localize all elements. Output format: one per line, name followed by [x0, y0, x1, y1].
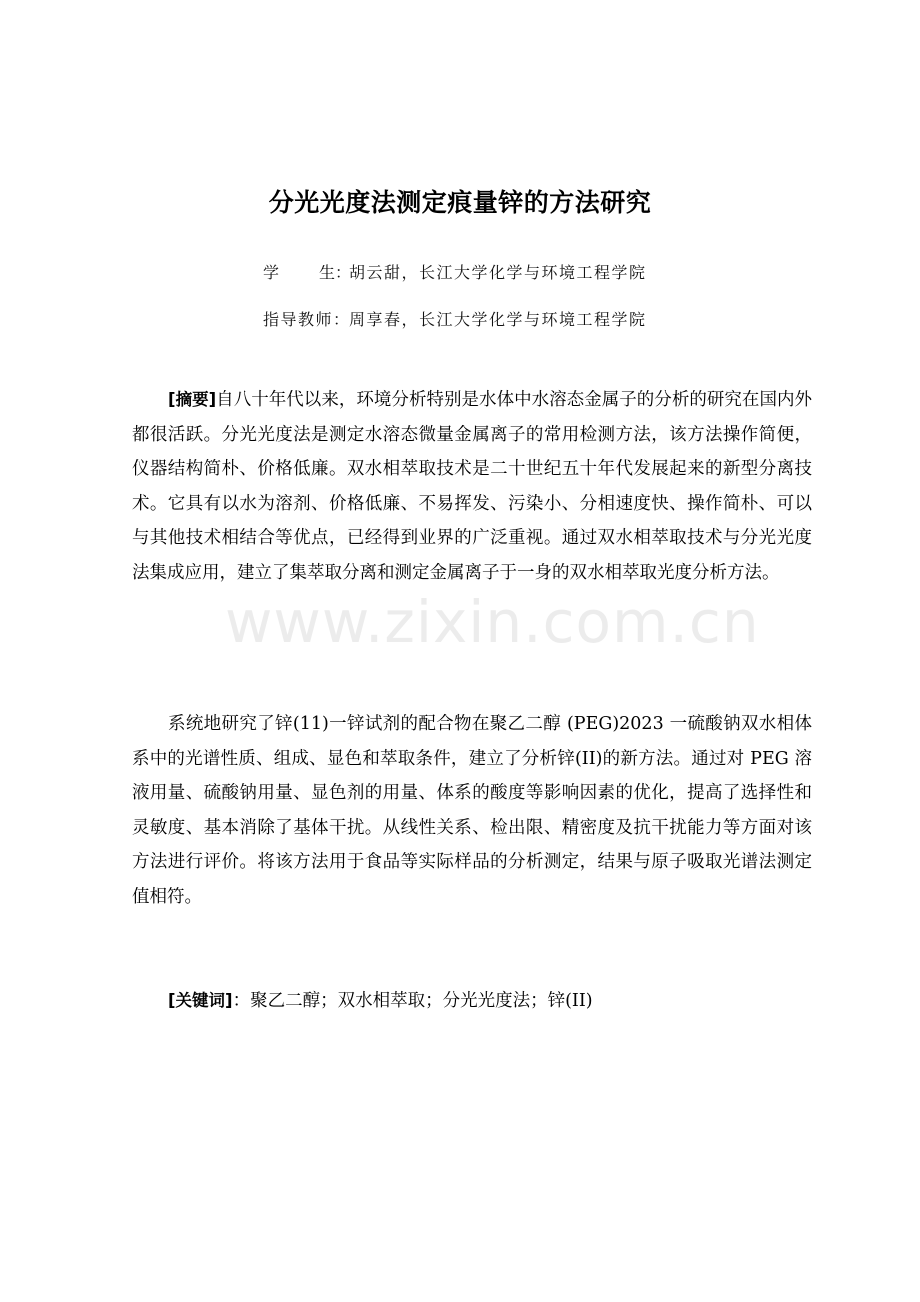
- advisor-label: 指导教师：: [263, 310, 351, 329]
- body-paragraph: 系统地研究了锌(11)一锌试剂的配合物在聚乙二醇 (PEG)2023 一硫酸钠双水相体系中的光谱性质、组成、显色和萃取条件，建立了分析锌(II)的新方法。通过对 PEG 溶液用量、硫酸钠用量、显色剂的用量、体系的酸度等影响因素的优化，提高了选择性和灵敏度、基本消除了基体干扰。从线性关系、检出限、精密度及抗干扰能力等方面对该方法进行评价。将该方法用于食品等实际样品的分析测定，结果与原子吸取光谱法测定值相符。: [132, 714, 812, 907]
- advisor-line: [263, 309, 647, 331]
- keywords-separator: ：: [232, 991, 251, 1011]
- keywords-label: [关键词]: [168, 991, 233, 1010]
- student-label: 学 生：: [263, 263, 352, 282]
- abstract-text: 自八十年代以来，环境分析特别是水体中水溶态金属子的分析的研究在国内外都很活跃。分光光度法是测定水溶态微量金属离子的常用检测方法，该方法操作简便，仪器结构简朴、价格低廉。双水相萃取技术是二十世纪五十年代发展起来的新型分离技术。它具有以水为溶剂、价格低廉、不易挥发、污染小、分相速度快、操作简朴、可以与其他技术相结合等优点，已经得到业界的广泛重视。通过双水相萃取技术与分光光度法集成应用，建立了集萃取分离和测定金属离子于一身的双水相萃取光度分析方法。: [132, 390, 812, 583]
- keywords-line: [168, 986, 593, 1016]
- document-title: 分光光度法测定痕量锌的方法研究: [268, 188, 652, 217]
- watermark: www.zixin.com.cn: [225, 588, 760, 656]
- abstract-paragraph: [132, 383, 812, 590]
- student-value: 胡云甜，长江大学化学与环境工程学院: [349, 263, 647, 282]
- advisor-value: 周享春，长江大学化学与环境工程学院: [349, 310, 647, 329]
- abstract-label: [摘要]: [168, 390, 217, 409]
- student-line: [263, 262, 647, 284]
- keywords-text: 聚乙二醇；双水相萃取；分光光度法；锌(II): [250, 991, 593, 1011]
